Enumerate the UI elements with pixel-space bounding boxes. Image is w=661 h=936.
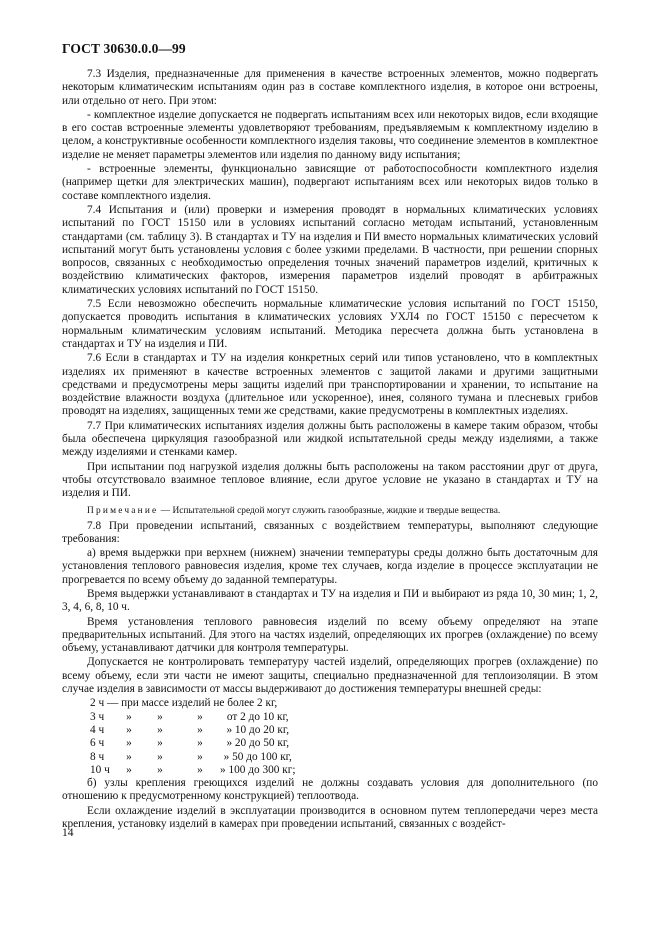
paragraph-7-6: 7.6 Если в стандартах и ТУ на изделия конкретных серий или типов установлено, что в комплектных изделиях их применяют в качестве встроенных элементов с защитой лаками и другими защитными средствами и предусмотрены меры защиты изделий при транспортировании и хранении, то испытание на воздействие влажности воздуха (длительное или ускоренное), инея, соляного тумана и плесневых грибов проводят на изделиях, защищенных теми же средствами, какие предусмотрены в комплектных изделиях.	[62, 352, 598, 418]
item-b: б) узлы крепления греющихся изделий не должны создавать условия для дополнительного (по отношению к предусмотренному конструкцией) теплоотвода.	[62, 777, 598, 803]
item-a: а) время выдержки при верхнем (нижнем) значении температуры среды должно быть достаточным для установления теплового равновесия изделия, кроме тех случаев, когда изделие в процессе эксплуатации не прогревается по всему объему до заданной температуры.	[62, 547, 598, 586]
note-text: — Испытательной средой могут служить газообразные, жидкие и твердые вещества.	[158, 505, 501, 516]
table-cell: »	[126, 723, 132, 736]
table-cell: » 10 до 20 кг,	[226, 723, 290, 736]
paragraph-7-4: 7.4 Испытания и (или) проверки и измерения проводят в нормальных климатических условиях испытаний по ГОСТ 15150 или в условиях испытаний согласно методам испытаний, установленным стандартами (см. таблицу 3). В стандартах и ТУ на изделия и ПИ вместо нормальных климатических условий испытаний могут быть установлены условия с более узкими пределами. В частности, при решении спорных вопросов, связанных с необходимостью определения точных значений параметров изделий, критичных к воздействию климатических факторов, измерения параметров изделий проводят в арбитражных климатических условиях испытаний по ГОСТ 15150.	[62, 203, 598, 296]
table-cell: 3 ч	[90, 710, 105, 723]
table-cell: »	[197, 763, 203, 776]
table-row	[90, 764, 296, 777]
table-cell: » 50 до 100 кг,	[223, 750, 292, 763]
mass-hold-table	[90, 711, 296, 777]
table-cell: 4 ч	[90, 723, 105, 736]
body-text	[62, 68, 598, 832]
table-cell: »	[157, 710, 163, 723]
note	[62, 505, 598, 517]
table-cell: »	[157, 763, 163, 776]
table-cell: »	[126, 763, 132, 776]
table-cell: »	[157, 750, 163, 763]
mass-table-first-row: 2 ч — при массе изделий не более 2 кг,	[90, 697, 278, 710]
page-number: 14	[62, 827, 74, 839]
table-cell: 8 ч	[90, 750, 105, 763]
table-cell: »	[197, 737, 203, 750]
paragraph-7-3: 7.3 Изделия, предназначенные для применения в качестве встроенных элементов, можно подвергать некоторым климатическим испытаниям один раз в составе комплектного изделия, в которое они встроены, или отдельно от него. При этом:	[62, 68, 598, 107]
paragraph-7-7: 7.7 При климатических испытаниях изделия должны быть расположены в камере таким образом, чтобы была обеспечена циркуляция газообразной или жидкой испытательной среды между изделиями, а также между изделиями и стенками камер.	[62, 419, 598, 459]
table-cell: 10 ч	[90, 763, 110, 776]
paragraph-load-testing: При испытании под нагрузкой изделия должны быть расположены на таком расстоянии друг от друга, чтобы отсутствовало взаимное тепловое влияние, если другое условие не указано в стандартах и ТУ на изделия и ПИ.	[62, 460, 598, 500]
table-row	[90, 724, 296, 737]
document-code-header: ГОСТ 30630.0.0—99	[62, 41, 186, 56]
table-row	[90, 711, 296, 724]
table-cell: »	[126, 737, 132, 750]
list-item-complete-product: - комплектное изделие допускается не подвергать испытаниям всех или некоторых видов, если входящие в его состав встроенные элементы удовлетворяют требованиям, предъявляемым к комплектному изделию в целом, а конструктивные особенности комплектного изделия таковы, что соединение элементов в комплектное изделие не меняет параметры элементов или изделия по данному виду испытания;	[62, 108, 598, 161]
table-cell: 6 ч	[90, 737, 105, 750]
paragraph-no-control: Допускается не контролировать температуру частей изделий, определяющих прогрев (охлаждение) по всему объему, если эти части не имеют защиты, специально предназначенной для теплоизоляции. В этом случае изделия в зависимости от массы выдерживают до достижения температуры внешней среды:	[62, 656, 598, 696]
table-cell: »	[126, 750, 132, 763]
paragraph-hold-time: Время выдержки устанавливают в стандартах и ТУ на изделия и ПИ и выбирают из ряда 10, 30 мин; 1, 2, 3, 4, 6, 8, 10 ч.	[62, 587, 598, 614]
paragraph-thermal-equilibrium: Время установления теплового равновесия изделий по всему объему определяют на этапе предварительных испытаний. Для этого на частях изделий, определяющих их прогрев (охлаждение) по всему объему, устанавливают датчики для контроля температуры.	[62, 615, 598, 655]
table-cell: » 20 до 50 кг,	[226, 737, 290, 750]
table-cell: »	[197, 723, 203, 736]
table-cell: »	[126, 710, 132, 723]
table-cell: »	[197, 710, 203, 723]
note-label: Примечание	[87, 505, 159, 516]
table-cell: »	[157, 737, 163, 750]
paragraph-cooling: Если охлаждение изделий в эксплуатации производится в основном путем теплопередачи через места крепления, установку изделий в камерах при проведении испытаний, связанных с воздейст-	[62, 804, 598, 831]
table-cell: »	[197, 750, 203, 763]
table-row	[90, 751, 296, 764]
table-cell: » 100 до 300 кг;	[220, 763, 296, 776]
paragraph-7-8: 7.8 При проведении испытаний, связанных с воздействием температуры, выполняют следующие требования:	[62, 519, 598, 545]
table-cell: »	[157, 723, 163, 736]
table-row	[90, 737, 296, 750]
list-item-embedded-elements: - встроенные элементы, функционально зависящие от работоспособности комплектного изделия (например щетки для электрических машин), подвергают испытаниям всех или некоторых видов только в составе комплектного изделия.	[62, 163, 598, 202]
paragraph-7-5: 7.5 Если невозможно обеспечить нормальные климатические условия испытаний по ГОСТ 15150, допускается проводить испытания в климатических условиях УХЛ4 по ГОСТ 15150 с пересчетом к нормальным климатическим условиям испытаний. Методика пересчета должна быть установлена в стандартах и ТУ на изделия и ПИ.	[62, 298, 598, 350]
table-cell: от 2 до 10 кг,	[226, 710, 289, 723]
